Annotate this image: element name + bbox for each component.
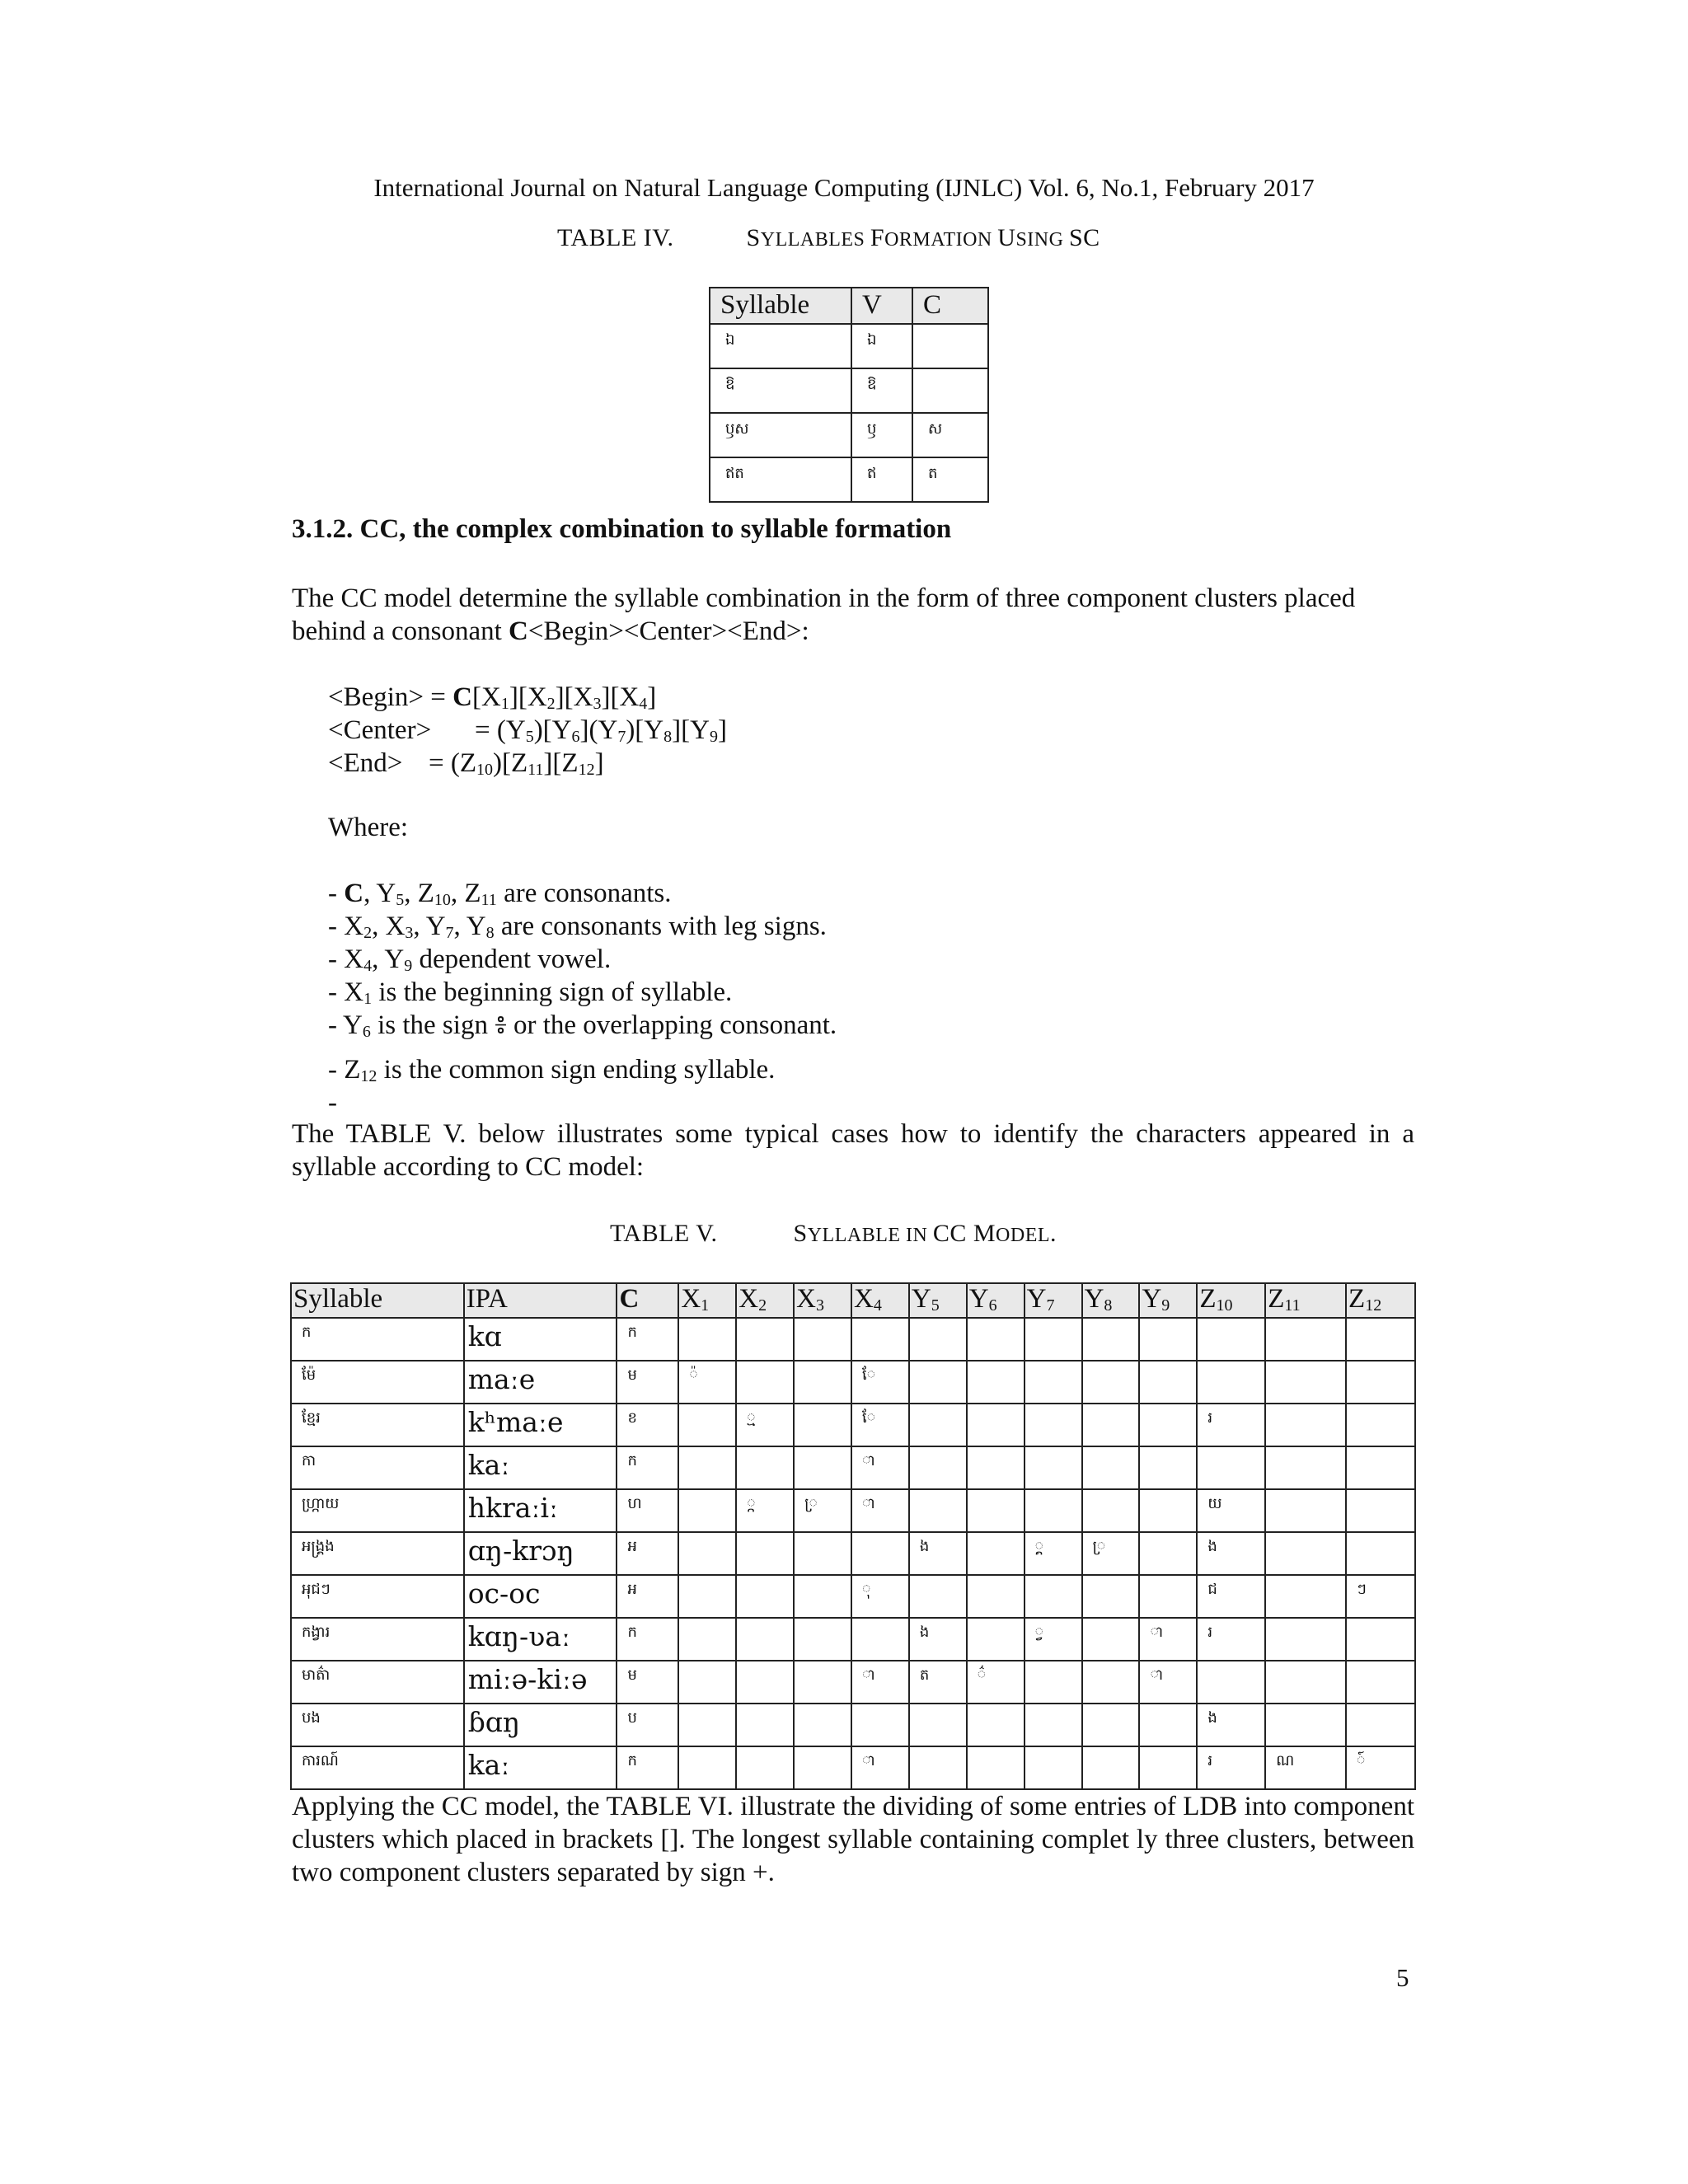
table4-title: SYLLABLES FORMATION USING SC bbox=[746, 224, 1100, 251]
table-header-row bbox=[291, 1283, 1415, 1318]
table-cell bbox=[794, 1618, 851, 1661]
col-header: $Z_{12}$ bbox=[1346, 1283, 1415, 1318]
table-cell bbox=[967, 1575, 1025, 1618]
table4 bbox=[709, 287, 989, 503]
table-cell bbox=[1082, 1489, 1140, 1532]
table-cell bbox=[1025, 1746, 1082, 1789]
syllable-cell: ខ្មែរ bbox=[291, 1404, 464, 1446]
table-cell bbox=[794, 1704, 851, 1746]
table-cell: ា bbox=[851, 1446, 909, 1489]
col-header: $X_3$ bbox=[794, 1283, 851, 1318]
table-row bbox=[710, 368, 988, 413]
ipa-cell: kʰmaːe bbox=[464, 1404, 617, 1446]
table-cell bbox=[794, 1746, 851, 1789]
bullet-empty: - bbox=[328, 1088, 337, 1118]
table-row bbox=[291, 1575, 1415, 1618]
table-cell bbox=[678, 1661, 736, 1704]
table4-label: TABLE IV. bbox=[557, 224, 674, 251]
intro-paragraph bbox=[292, 582, 1414, 648]
table-cell bbox=[794, 1532, 851, 1575]
page-number: 5 bbox=[1396, 1963, 1409, 1992]
table-cell: ៉ bbox=[678, 1361, 736, 1404]
col-header: $Z_{11}$ bbox=[1265, 1283, 1346, 1318]
table-cell bbox=[909, 1746, 967, 1789]
table-row bbox=[291, 1704, 1415, 1746]
table-cell bbox=[1082, 1746, 1140, 1789]
table-cell bbox=[736, 1575, 794, 1618]
table-cell bbox=[1082, 1704, 1140, 1746]
table-cell bbox=[678, 1489, 736, 1532]
table-row bbox=[710, 457, 988, 502]
table-cell bbox=[1139, 1575, 1197, 1618]
table-cell: ង bbox=[1197, 1532, 1265, 1575]
table-cell bbox=[1082, 1318, 1140, 1361]
center-definition: <Center> = $(Y_5)[Y_6](Y_7)[Y_8][Y_9]$ bbox=[328, 715, 727, 746]
table-cell: ឱ bbox=[710, 368, 851, 413]
table-cell bbox=[736, 1704, 794, 1746]
table-cell bbox=[909, 1361, 967, 1404]
table-cell: ៗ bbox=[1346, 1575, 1415, 1618]
table-cell: ឫ bbox=[851, 413, 912, 457]
syllable-cell: បង bbox=[291, 1704, 464, 1746]
table-cell bbox=[1346, 1618, 1415, 1661]
table-cell bbox=[1265, 1618, 1346, 1661]
col-header: $X_4$ bbox=[851, 1283, 909, 1318]
col-header-c: C bbox=[912, 288, 988, 324]
col-header: $X_1$ bbox=[678, 1283, 736, 1318]
table4-caption bbox=[557, 224, 1100, 252]
table-cell bbox=[1265, 1575, 1346, 1618]
table-cell: ៍ bbox=[1346, 1746, 1415, 1789]
col-header: $Y_7$ bbox=[1025, 1283, 1082, 1318]
table-row bbox=[710, 324, 988, 368]
table-cell: ា bbox=[1139, 1661, 1197, 1704]
col-header: Syllable bbox=[291, 1283, 464, 1318]
bullet-beginning-sign: - $X_1$ is the beginning sign of syllable. bbox=[328, 977, 733, 1008]
table-cell bbox=[967, 1361, 1025, 1404]
table6-intro-paragraph: Applying the CC model, the TABLE VI. illustrate the dividing of some entries of LDB into component clusters which placed in brackets []. The longest syllable containing complet ly three clusters, between two component clusters separated by sign +. bbox=[292, 1792, 1414, 1887]
table-cell: ្រ bbox=[794, 1489, 851, 1532]
table-cell: ត bbox=[909, 1661, 967, 1704]
bullet-overlapping: - $Y_6$ is the sign ៖ or the overlapping consonant. bbox=[328, 1010, 837, 1041]
table-row bbox=[291, 1404, 1415, 1446]
table-cell bbox=[1025, 1361, 1082, 1404]
table-cell: ា bbox=[851, 1746, 909, 1789]
table-cell bbox=[678, 1704, 736, 1746]
table-cell bbox=[1082, 1404, 1140, 1446]
bullet-ending-sign: - $Z_{12}$ is the common sign ending syllable. bbox=[328, 1055, 776, 1085]
table-cell bbox=[1346, 1318, 1415, 1361]
ipa-cell: ɓɑŋ bbox=[464, 1704, 617, 1746]
table-cell: ្ក bbox=[736, 1489, 794, 1532]
ipa-cell: kaː bbox=[464, 1446, 617, 1489]
table-cell bbox=[1139, 1489, 1197, 1532]
table-cell: ែ bbox=[851, 1404, 909, 1446]
ipa-cell: kɑ bbox=[464, 1318, 617, 1361]
table-cell bbox=[967, 1489, 1025, 1532]
table-row bbox=[291, 1446, 1415, 1489]
table-cell: ម bbox=[617, 1661, 678, 1704]
table-cell bbox=[1265, 1361, 1346, 1404]
col-header: C bbox=[617, 1283, 678, 1318]
table-cell bbox=[1025, 1446, 1082, 1489]
table-cell: ឫស bbox=[710, 413, 851, 457]
table-row bbox=[291, 1361, 1415, 1404]
table-cell bbox=[967, 1404, 1025, 1446]
table-cell bbox=[678, 1618, 736, 1661]
table-cell bbox=[1139, 1446, 1197, 1489]
ipa-cell: maːe bbox=[464, 1361, 617, 1404]
table-row bbox=[710, 413, 988, 457]
table-cell bbox=[1139, 1361, 1197, 1404]
table-cell: ណ bbox=[1265, 1746, 1346, 1789]
table-cell: ខ bbox=[617, 1404, 678, 1446]
begin-definition: <Begin> = $C[X_1][X_2][X_3][X_4]$ bbox=[328, 682, 657, 713]
table5 bbox=[290, 1282, 1416, 1790]
table-header-row bbox=[710, 288, 988, 324]
table-cell bbox=[678, 1404, 736, 1446]
col-header: $Y_9$ bbox=[1139, 1283, 1197, 1318]
table-cell bbox=[909, 1318, 967, 1361]
table-cell: ែ bbox=[851, 1361, 909, 1404]
table-cell: ា bbox=[851, 1661, 909, 1704]
ipa-cell: hkraːiː bbox=[464, 1489, 617, 1532]
table-cell bbox=[794, 1575, 851, 1618]
intro-line-2: behind a consonant C<Begin><Center><End>: bbox=[292, 616, 809, 646]
table-cell bbox=[736, 1361, 794, 1404]
syllable-cell: ម៉ែ bbox=[291, 1361, 464, 1404]
table-cell bbox=[912, 368, 988, 413]
table-cell bbox=[736, 1618, 794, 1661]
bullet-consonants: - C, $Y_5$, $Z_{10}$, $Z_{11}$ are consonants. bbox=[328, 879, 672, 909]
col-header: $Y_8$ bbox=[1082, 1283, 1140, 1318]
table-cell bbox=[1139, 1404, 1197, 1446]
where-label: Where: bbox=[328, 813, 409, 842]
table-cell bbox=[909, 1575, 967, 1618]
table-cell: ប bbox=[617, 1704, 678, 1746]
table-cell bbox=[678, 1575, 736, 1618]
table5-label: TABLE V. bbox=[610, 1220, 718, 1247]
table-cell: ង bbox=[1197, 1704, 1265, 1746]
table-cell: ្ម bbox=[736, 1404, 794, 1446]
table-cell bbox=[678, 1532, 736, 1575]
col-header: $Y_6$ bbox=[967, 1283, 1025, 1318]
table-cell bbox=[1346, 1361, 1415, 1404]
syllable-cell: ការណ៍ bbox=[291, 1746, 464, 1789]
ipa-cell: kɑŋ-ʋaː bbox=[464, 1618, 617, 1661]
table-row bbox=[291, 1661, 1415, 1704]
table-cell bbox=[1197, 1318, 1265, 1361]
col-header: $X_2$ bbox=[736, 1283, 794, 1318]
table-cell bbox=[1025, 1404, 1082, 1446]
col-header: $Y_5$ bbox=[909, 1283, 967, 1318]
end-definition: $<End> = (Z_{10})[Z_{11}][Z_{12}]$ bbox=[328, 748, 604, 779]
table-cell bbox=[1139, 1318, 1197, 1361]
table-cell bbox=[794, 1404, 851, 1446]
table-cell bbox=[678, 1318, 736, 1361]
table-cell bbox=[1346, 1704, 1415, 1746]
table-cell: ឯ bbox=[710, 324, 851, 368]
table-cell: ្វ bbox=[1025, 1618, 1082, 1661]
table-cell bbox=[1265, 1404, 1346, 1446]
table-cell bbox=[794, 1361, 851, 1404]
table-cell bbox=[1265, 1446, 1346, 1489]
table-cell: ក bbox=[617, 1446, 678, 1489]
table-cell bbox=[1346, 1404, 1415, 1446]
table-cell bbox=[1197, 1361, 1265, 1404]
table-cell: អ bbox=[617, 1575, 678, 1618]
table-cell bbox=[1025, 1318, 1082, 1361]
table-cell bbox=[1139, 1704, 1197, 1746]
table-cell bbox=[909, 1489, 967, 1532]
ipa-cell: oc-oc bbox=[464, 1575, 617, 1618]
table-cell bbox=[1197, 1446, 1265, 1489]
table-cell bbox=[912, 324, 988, 368]
col-header-syllable: Syllable bbox=[710, 288, 851, 324]
table-cell: ង bbox=[909, 1532, 967, 1575]
table-cell: ក bbox=[617, 1318, 678, 1361]
table-row bbox=[291, 1489, 1415, 1532]
table-cell bbox=[678, 1746, 736, 1789]
table-cell: ហ bbox=[617, 1489, 678, 1532]
table-cell bbox=[1265, 1489, 1346, 1532]
table-cell: ឥ bbox=[851, 457, 912, 502]
table-row bbox=[291, 1318, 1415, 1361]
table-cell: ស bbox=[912, 413, 988, 457]
col-header-v: V bbox=[851, 288, 912, 324]
table-cell bbox=[736, 1318, 794, 1361]
table-cell bbox=[1346, 1489, 1415, 1532]
table-cell bbox=[967, 1704, 1025, 1746]
table-cell: ឯ bbox=[851, 324, 912, 368]
table-cell: ឥត bbox=[710, 457, 851, 502]
table-cell bbox=[794, 1661, 851, 1704]
table-cell: យ bbox=[1197, 1489, 1265, 1532]
table-cell: រ bbox=[1197, 1618, 1265, 1661]
table-cell bbox=[1265, 1704, 1346, 1746]
table-cell bbox=[851, 1618, 909, 1661]
table-cell: ម bbox=[617, 1361, 678, 1404]
col-header: IPA bbox=[464, 1283, 617, 1318]
table-cell bbox=[794, 1446, 851, 1489]
ipa-cell: ɑŋ-krɔŋ bbox=[464, 1532, 617, 1575]
table-cell: ជ bbox=[1197, 1575, 1265, 1618]
table-cell bbox=[1265, 1532, 1346, 1575]
table-cell bbox=[967, 1532, 1025, 1575]
table-cell bbox=[909, 1446, 967, 1489]
table-cell: ា bbox=[851, 1489, 909, 1532]
table-cell bbox=[967, 1746, 1025, 1789]
table-cell: ក bbox=[617, 1746, 678, 1789]
table-cell bbox=[909, 1704, 967, 1746]
table-cell bbox=[1082, 1446, 1140, 1489]
table-row bbox=[291, 1532, 1415, 1575]
running-header: International Journal on Natural Language Computing (IJNLC) Vol. 6, No.1, February 2017 bbox=[373, 173, 1315, 202]
table-cell: ង bbox=[909, 1618, 967, 1661]
table-cell: ្គ bbox=[1025, 1532, 1082, 1575]
table-cell: អ bbox=[617, 1532, 678, 1575]
table-cell bbox=[1265, 1661, 1346, 1704]
table-cell bbox=[1346, 1446, 1415, 1489]
bullet-leg-signs: - $X_2$, $X_3$, $Y_7$, $Y_8$ are consonants with leg signs. bbox=[328, 912, 827, 942]
ipa-cell: kaː bbox=[464, 1746, 617, 1789]
table-cell bbox=[1082, 1661, 1140, 1704]
table-cell bbox=[794, 1318, 851, 1361]
section-title: 3.1.2. CC, the complex combination to syllable formation bbox=[292, 514, 952, 544]
table-cell bbox=[1082, 1361, 1140, 1404]
table-cell bbox=[1025, 1489, 1082, 1532]
table-cell bbox=[967, 1618, 1025, 1661]
table-cell bbox=[909, 1404, 967, 1446]
col-header: $Z_{10}$ bbox=[1197, 1283, 1265, 1318]
table-cell bbox=[1346, 1532, 1415, 1575]
table-cell bbox=[1025, 1661, 1082, 1704]
table-cell bbox=[1082, 1575, 1140, 1618]
table5-caption bbox=[610, 1220, 1057, 1248]
table-cell bbox=[736, 1661, 794, 1704]
table-cell bbox=[851, 1318, 909, 1361]
table-cell bbox=[1025, 1575, 1082, 1618]
table-row bbox=[291, 1746, 1415, 1789]
table-cell: រ bbox=[1197, 1746, 1265, 1789]
table-cell bbox=[1139, 1746, 1197, 1789]
table-cell: ក bbox=[617, 1618, 678, 1661]
syllable-cell: កា bbox=[291, 1446, 464, 1489]
table5-title: SYLLABLE IN CC MODEL. bbox=[793, 1220, 1057, 1247]
table-cell bbox=[1139, 1532, 1197, 1575]
table-cell bbox=[851, 1532, 909, 1575]
table-cell: ុ bbox=[851, 1575, 909, 1618]
bullet-dependent-vowel: - $X_4$, $Y_9$ dependent vowel. bbox=[328, 944, 612, 975]
intro-line-1: The CC model determine the syllable combination in the form of three component clusters placed bbox=[292, 583, 1356, 613]
table-cell bbox=[1346, 1661, 1415, 1704]
table-cell: ឱ bbox=[851, 368, 912, 413]
table-cell bbox=[736, 1532, 794, 1575]
syllable-cell: មាត៌ា bbox=[291, 1661, 464, 1704]
table-row bbox=[291, 1618, 1415, 1661]
table-cell: ៌ bbox=[967, 1661, 1025, 1704]
table5-intro-paragraph: The TABLE V. below illustrates some typical cases how to identify the characters appeared in a syllable according to CC model: bbox=[292, 1119, 1414, 1182]
ipa-cell: miːə-kiːə bbox=[464, 1661, 617, 1704]
syllable-cell: ក bbox=[291, 1318, 464, 1361]
table-cell bbox=[1197, 1661, 1265, 1704]
table-cell bbox=[678, 1446, 736, 1489]
table-cell: ្រ bbox=[1082, 1532, 1140, 1575]
table-cell bbox=[736, 1446, 794, 1489]
table-cell bbox=[851, 1704, 909, 1746]
table-cell: ត bbox=[912, 457, 988, 502]
table-cell bbox=[1265, 1318, 1346, 1361]
table-cell: ា bbox=[1139, 1618, 1197, 1661]
table-cell bbox=[1025, 1704, 1082, 1746]
table-cell bbox=[967, 1318, 1025, 1361]
table-cell bbox=[736, 1746, 794, 1789]
table-cell bbox=[967, 1446, 1025, 1489]
syllable-cell: ហ្ក្រាយ bbox=[291, 1489, 464, 1532]
syllable-cell: កង្វារ bbox=[291, 1618, 464, 1661]
syllable-cell: អង្គ្រង bbox=[291, 1532, 464, 1575]
table-cell bbox=[1082, 1618, 1140, 1661]
table-cell: រ bbox=[1197, 1404, 1265, 1446]
syllable-cell: អុជៗ bbox=[291, 1575, 464, 1618]
